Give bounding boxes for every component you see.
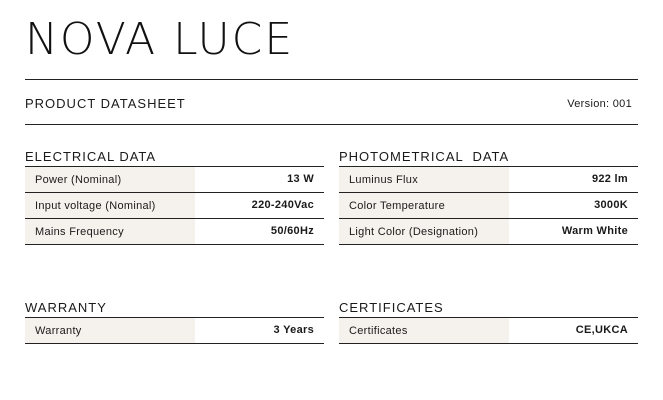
- photometrical-data-section: [339, 148, 638, 245]
- row-label: Power (Nominal): [25, 167, 195, 192]
- row-value: CE,UKCA: [575, 324, 628, 336]
- table-row: [25, 167, 324, 193]
- table-row: [339, 219, 638, 245]
- row-value: 3 Years: [273, 324, 314, 336]
- row-value: 13 W: [287, 173, 314, 185]
- table-row: [339, 318, 638, 344]
- warranty-table: [25, 317, 324, 344]
- table-row: [339, 193, 638, 219]
- certificates-section: [339, 299, 638, 344]
- section-title: WARRANTY: [25, 300, 107, 315]
- row-label: Mains Frequency: [25, 219, 195, 244]
- table-row: [25, 219, 324, 245]
- row-label: Light Color (Designation): [339, 219, 509, 244]
- row-label: Certificates: [339, 318, 509, 343]
- brand-logo: NOVA LUCE: [25, 14, 295, 65]
- section-title: PHOTOMETRICAL DATA: [339, 149, 510, 164]
- row-value: 220-240Vac: [251, 199, 314, 211]
- photometrical-data-table: [339, 166, 638, 245]
- electrical-data-table: [25, 166, 324, 245]
- row-label: Input voltage (Nominal): [25, 193, 195, 218]
- section-title: ELECTRICAL DATA: [25, 149, 157, 164]
- version-label: Version: 001: [567, 98, 632, 110]
- table-row: [339, 167, 638, 193]
- electrical-data-section: [25, 148, 324, 245]
- page-title: PRODUCT DATASHEET: [25, 96, 186, 111]
- header-bottom-divider: [25, 124, 638, 125]
- warranty-section: [25, 299, 324, 344]
- row-label: Warranty: [25, 318, 195, 343]
- row-label: Color Temperature: [339, 193, 509, 218]
- row-value: 922 lm: [591, 173, 628, 185]
- row-value: 3000K: [594, 199, 628, 211]
- row-label: Luminus Flux: [339, 167, 509, 192]
- row-value: 50/60Hz: [270, 225, 314, 237]
- section-title: CERTIFICATES: [339, 300, 444, 315]
- table-row: [25, 193, 324, 219]
- row-value: Warm White: [561, 225, 628, 237]
- table-row: [25, 318, 324, 344]
- certificates-table: [339, 317, 638, 344]
- header-top-divider: [25, 79, 638, 80]
